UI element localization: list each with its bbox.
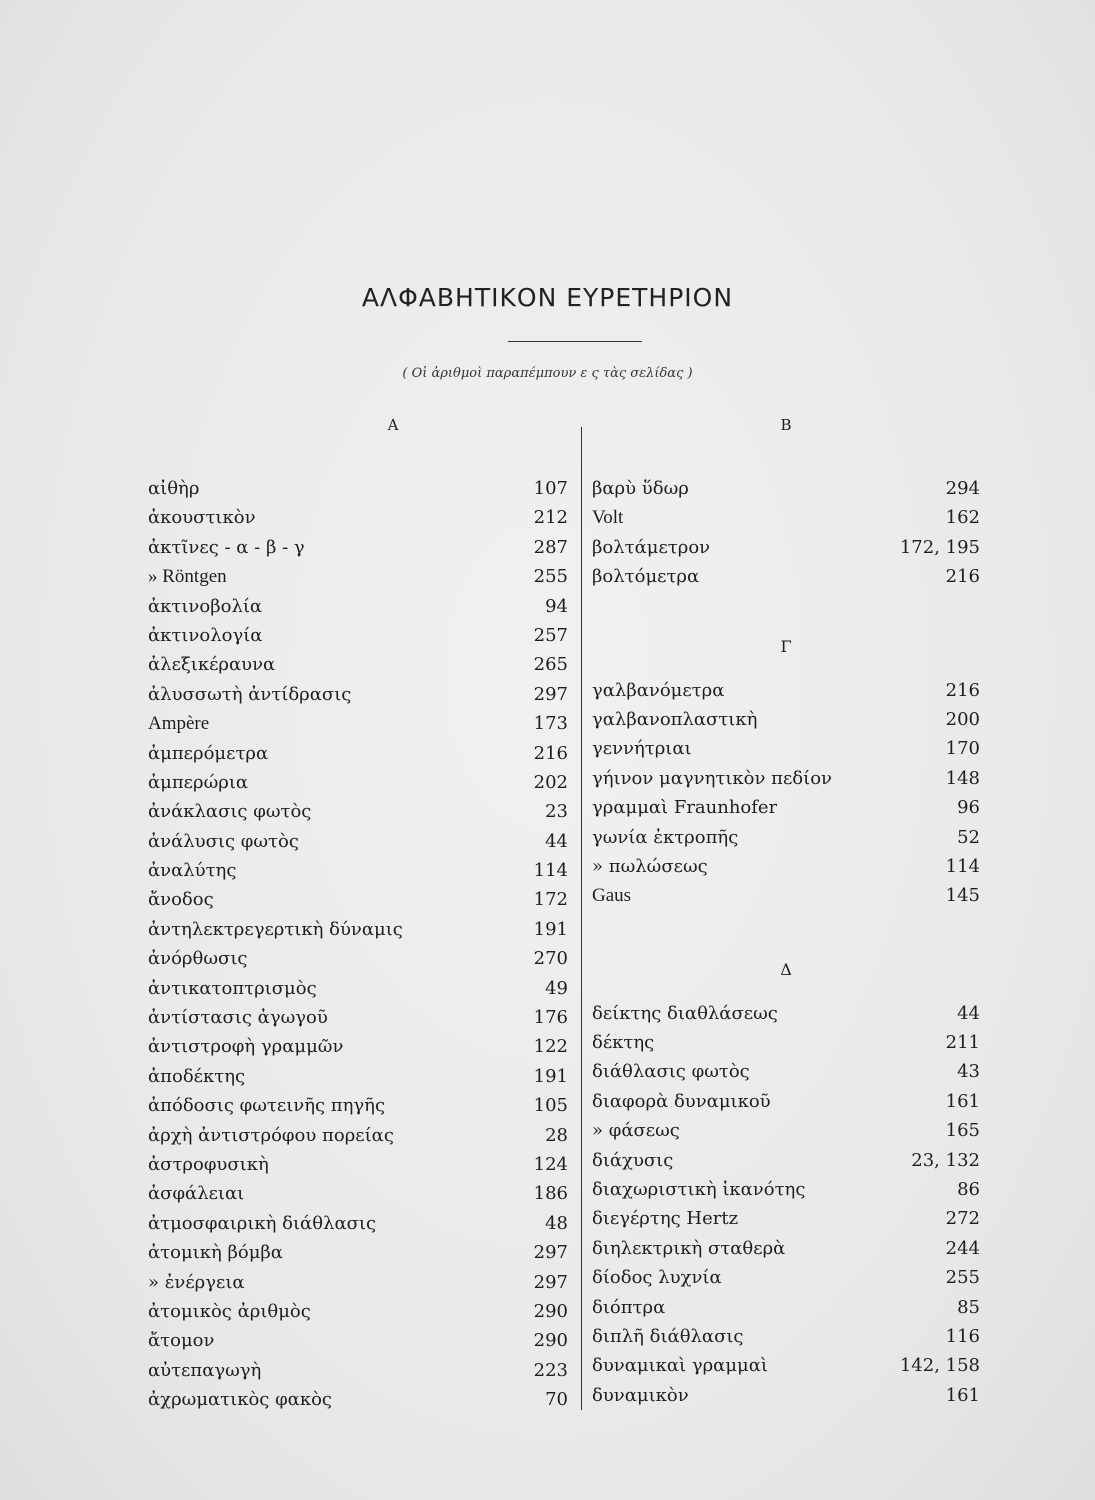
index-column-right — [592, 410, 980, 1410]
entry-term: διάχυσις — [592, 1149, 674, 1171]
entry-term: βαρὺ ὕδωρ — [592, 478, 689, 499]
entry-term: διαφορὰ δυναμικοῦ — [592, 1090, 771, 1112]
entry-term: ἀντηλεκτρεγερτικὴ δύναμις — [148, 918, 403, 940]
entry-term: Gaus — [592, 885, 632, 907]
entry-page-number: 172 — [533, 889, 568, 911]
entry-page-number: 270 — [533, 948, 568, 970]
entry-page-number: 173 — [533, 713, 568, 735]
entry-page-number: 191 — [533, 1065, 568, 1087]
entry-term: ἀρχὴ ἀντιστρόφου πορείας — [148, 1124, 394, 1146]
index-entry — [592, 1087, 980, 1116]
index-entry — [148, 1238, 568, 1267]
index-entry — [592, 1293, 980, 1322]
index-entry — [592, 1028, 980, 1057]
index-entry — [148, 1091, 568, 1120]
entry-page-number: 49 — [545, 977, 568, 999]
entry-list-beta — [592, 474, 980, 592]
index-entry — [592, 1234, 980, 1263]
index-entry — [148, 1385, 568, 1414]
entry-term: γήινον μαγνητικὸν πεδίον — [592, 767, 832, 789]
page-title: ΑΛΦΑΒΗΤΙΚΟΝ ΕΥΡΕΤΗΡΙΟΝ — [361, 283, 734, 312]
entry-page-number: 23, 132 — [911, 1149, 980, 1171]
entry-page-number: 255 — [533, 566, 568, 588]
entry-term: ἀλυσσωτὴ ἀντίδρασις — [148, 683, 352, 705]
index-entry — [148, 650, 568, 679]
entry-page-number: 43 — [957, 1061, 980, 1083]
entry-page-number: 165 — [945, 1120, 980, 1142]
index-entry — [592, 1381, 980, 1410]
entry-term: ἀλεξικέραυνα — [148, 654, 276, 676]
entry-page-number: 48 — [545, 1212, 568, 1234]
entry-term: ἀνόρθωσις — [148, 948, 248, 970]
entry-page-number: 176 — [533, 1007, 568, 1029]
index-entry — [148, 1150, 568, 1179]
entry-page-number: 70 — [545, 1389, 568, 1411]
index-entry — [592, 999, 980, 1028]
index-entry — [148, 1209, 568, 1238]
entry-term: ἀτμοσφαιρικὴ διάθλασις — [148, 1212, 377, 1234]
index-entry — [148, 739, 568, 768]
entry-term: διάθλασις φωτὸς — [592, 1061, 750, 1083]
entry-term: βολτάμετρον — [592, 536, 711, 558]
index-entry — [148, 1268, 568, 1297]
entry-list-gamma — [592, 676, 980, 911]
index-entry — [148, 1356, 568, 1385]
index-entry — [148, 592, 568, 621]
entry-page-number: 212 — [533, 507, 568, 529]
entry-page-number: 161 — [945, 1384, 980, 1406]
index-entry — [148, 915, 568, 944]
index-entry — [148, 562, 568, 591]
column-divider — [581, 427, 582, 1410]
entry-term: ἀκουστικὸν — [148, 507, 256, 529]
entry-page-number: 116 — [945, 1325, 980, 1347]
index-entry — [148, 827, 568, 856]
index-entry — [592, 734, 980, 763]
entry-page-number: 161 — [945, 1090, 980, 1112]
entry-page-number: 297 — [533, 683, 568, 705]
index-entry — [148, 709, 568, 738]
entry-term: ἀτομικὸς ἀριθμὸς — [148, 1300, 311, 1322]
entry-term: » φάσεως — [592, 1120, 680, 1142]
entry-page-number: 272 — [945, 1208, 980, 1230]
entry-term: βολτόμετρα — [592, 566, 700, 588]
index-entry — [148, 503, 568, 532]
section-letter-gamma: Γ — [780, 636, 792, 656]
entry-page-number: 294 — [945, 478, 980, 499]
index-entry — [592, 474, 980, 503]
entry-page-number: 297 — [533, 1242, 568, 1264]
index-entry — [148, 1032, 568, 1061]
entry-term: ἀποδέκτης — [148, 1065, 246, 1087]
index-entry — [148, 885, 568, 914]
entry-page-number: 202 — [533, 771, 568, 793]
entry-term: » Röntgen — [148, 566, 227, 588]
entry-term: διεγέρτης Hertz — [592, 1208, 739, 1230]
entry-term: ἀτομικὴ βόμβα — [148, 1242, 283, 1264]
entry-term: ἀντιστροφὴ γραμμῶν — [148, 1036, 344, 1058]
entry-page-number: 172, 195 — [899, 536, 980, 558]
entry-page-number: 94 — [545, 595, 568, 617]
entry-term: γεννήτριαι — [592, 738, 692, 760]
index-entry — [592, 503, 980, 532]
index-entry — [148, 1326, 568, 1355]
entry-term: ἀντίστασις ἀγωγοῦ — [148, 1007, 328, 1029]
index-entry — [592, 533, 980, 562]
entry-page-number: 96 — [957, 797, 980, 819]
index-entry — [592, 1204, 980, 1233]
entry-page-number: 223 — [533, 1359, 568, 1381]
index-entry — [148, 768, 568, 797]
entry-page-number: 44 — [957, 1002, 980, 1024]
entry-term: ἀμπερώρια — [148, 771, 249, 793]
index-entry — [592, 676, 980, 705]
entry-term: ἄτομον — [148, 1330, 215, 1352]
entry-term: διπλῆ διάθλασις — [592, 1325, 744, 1347]
entry-page-number: 297 — [533, 1271, 568, 1293]
entry-term: δυναμικαὶ γραμμαὶ — [592, 1355, 768, 1377]
entry-page-number: 200 — [945, 708, 980, 730]
index-entry — [592, 705, 980, 734]
entry-term: ἀμπερόμετρα — [148, 742, 269, 764]
entry-term: αἰθὴρ — [148, 478, 200, 499]
index-entry — [148, 856, 568, 885]
entry-page-number: 85 — [957, 1296, 980, 1318]
entry-term: ἀπόδοσις φωτεινῆς πηγῆς — [148, 1095, 386, 1117]
entry-term: Ampère — [148, 713, 210, 735]
entry-term: ἄνοδος — [148, 889, 214, 911]
index-entry — [592, 793, 980, 822]
section-letter-alpha: Α — [387, 416, 399, 434]
entry-term: γωνία ἐκτροπῆς — [592, 826, 739, 848]
entry-term: ἀκτῖνες - α - β - γ — [148, 536, 305, 558]
index-entry — [592, 1146, 980, 1175]
entry-page-number: 107 — [533, 478, 568, 499]
entry-term: » ἐνέργεια — [148, 1271, 245, 1293]
entry-term: διόπτρα — [592, 1296, 666, 1318]
index-entry — [148, 797, 568, 826]
entry-term: δείκτης διαθλάσεως — [592, 1002, 778, 1024]
entry-list-alpha — [148, 474, 568, 1415]
entry-page-number: 142, 158 — [899, 1355, 980, 1377]
entry-term: αὐτεπαγωγὴ — [148, 1359, 262, 1381]
entry-page-number: 86 — [957, 1179, 980, 1201]
entry-term: Volt — [592, 507, 624, 529]
entry-page-number: 114 — [945, 855, 980, 877]
entry-page-number: 28 — [545, 1124, 568, 1146]
index-entry — [148, 621, 568, 650]
entry-page-number: 122 — [533, 1036, 568, 1058]
index-entry — [148, 474, 568, 503]
entry-page-number: 148 — [945, 767, 980, 789]
index-entry — [592, 1057, 980, 1086]
entry-term: δίοδος λυχνία — [592, 1267, 722, 1289]
entry-page-number: 23 — [545, 801, 568, 823]
entry-page-number: 290 — [533, 1300, 568, 1322]
entry-page-number: 216 — [533, 742, 568, 764]
index-entry — [148, 533, 568, 562]
title-underline — [508, 341, 642, 342]
index-entry — [592, 852, 980, 881]
index-entry — [148, 1297, 568, 1326]
entry-term: ἀχρωματικὸς φακὸς — [148, 1389, 333, 1411]
index-entry — [592, 764, 980, 793]
index-entry — [592, 823, 980, 852]
entry-term: δέκτης — [592, 1032, 655, 1054]
entry-page-number: 44 — [545, 830, 568, 852]
index-entry — [148, 1062, 568, 1091]
index-column-left — [148, 410, 568, 1415]
entry-page-number: 124 — [533, 1153, 568, 1175]
entry-page-number: 211 — [945, 1032, 980, 1054]
index-entry — [592, 1322, 980, 1351]
entry-page-number: 290 — [533, 1330, 568, 1352]
entry-term: ἀκτινοβολία — [148, 595, 263, 617]
entry-page-number: 191 — [533, 918, 568, 940]
entry-page-number: 287 — [533, 536, 568, 558]
index-entry — [148, 944, 568, 973]
entry-term: ἀσφάλειαι — [148, 1183, 245, 1205]
index-entry — [148, 680, 568, 709]
entry-term: διαχωριστικὴ ἱκανότης — [592, 1179, 806, 1201]
index-entry — [148, 1121, 568, 1150]
entry-page-number: 52 — [957, 826, 980, 848]
index-entry — [592, 1351, 980, 1380]
entry-term: ἀναλύτης — [148, 860, 237, 882]
entry-page-number: 255 — [945, 1267, 980, 1289]
entry-list-delta — [592, 999, 980, 1410]
index-entry — [148, 1179, 568, 1208]
entry-term: ἀντικατοπτρισμὸς — [148, 977, 317, 999]
entry-page-number: 244 — [945, 1237, 980, 1259]
index-entry — [148, 1003, 568, 1032]
entry-term: γραμμαὶ Fraunhofer — [592, 797, 778, 819]
index-entry — [592, 1116, 980, 1145]
entry-term: ἀνάλυσις φωτὸς — [148, 830, 299, 852]
entry-page-number: 257 — [533, 624, 568, 646]
entry-page-number: 145 — [945, 885, 980, 907]
section-letter-beta: Β — [780, 416, 792, 434]
page-subtitle: ( Οἱ ἀριθμοὶ παραπέμπουν ε ς τὰς σελίδας ) — [402, 366, 693, 381]
entry-page-number: 162 — [945, 507, 980, 529]
entry-term: διηλεκτρικὴ σταθερὰ — [592, 1237, 786, 1259]
entry-term: ἀνάκλασις φωτὸς — [148, 801, 312, 823]
index-entry — [592, 881, 980, 910]
entry-page-number: 114 — [533, 860, 568, 882]
section-letter-delta: Δ — [780, 959, 792, 979]
index-entry — [148, 974, 568, 1003]
index-entry — [592, 1263, 980, 1292]
entry-page-number: 186 — [533, 1183, 568, 1205]
entry-term: γαλβανοπλαστικὴ — [592, 708, 758, 730]
entry-page-number: 170 — [945, 738, 980, 760]
entry-term: » πωλώσεως — [592, 855, 708, 877]
entry-term: δυναμικὸν — [592, 1384, 689, 1406]
entry-page-number: 216 — [945, 566, 980, 588]
entry-page-number: 105 — [533, 1095, 568, 1117]
entry-term: γαλβανόμετρα — [592, 679, 725, 701]
entry-term: ἀστροφυσικὴ — [148, 1153, 269, 1175]
entry-term: ἀκτινολογία — [148, 624, 263, 646]
index-entry — [592, 562, 980, 591]
index-entry — [592, 1175, 980, 1204]
entry-page-number: 265 — [533, 654, 568, 676]
entry-page-number: 216 — [945, 679, 980, 701]
